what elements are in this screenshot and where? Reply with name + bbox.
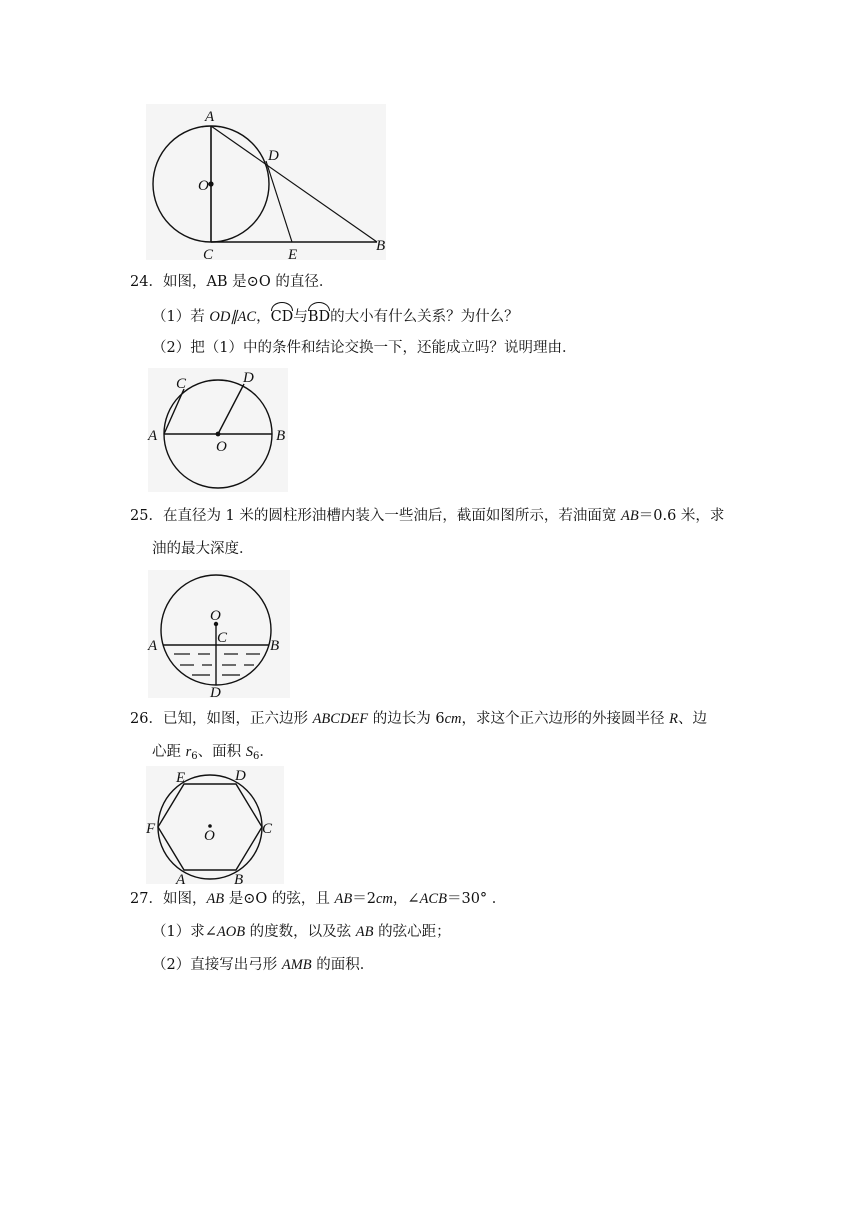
figure-q25: [140, 570, 300, 700]
figure-q24: [140, 364, 310, 494]
label-A: A: [148, 638, 158, 654]
label-D: D: [243, 370, 254, 386]
label-C: C: [217, 630, 228, 646]
label-O: O: [198, 178, 209, 194]
label-B: B: [234, 872, 244, 888]
label-B: B: [276, 428, 286, 444]
label-B: B: [270, 638, 280, 654]
label-C: C: [203, 247, 214, 263]
figure-q23: [140, 100, 400, 265]
q25-line1: 25．在直径为 1 米的圆柱形油槽内装入一些油后，截面如图所示，若油面宽 AB＝0.6 米，求: [130, 508, 725, 524]
q27-stem: 27．如图，AB 是⊙O 的弦，且 AB＝2cm，∠ACB＝30° ．: [130, 891, 507, 907]
q24-stem: 24．如图，AB 是⊙O 的直径．: [130, 274, 334, 290]
label-E: E: [288, 247, 298, 263]
label-D: D: [235, 768, 246, 784]
label-A: A: [148, 428, 158, 444]
arc-bd: BD: [308, 305, 330, 327]
q24-part1: （1）若 OD∥AC，CD与BD的大小有什么关系？为什么？: [152, 305, 519, 327]
q24-part2: （2）把（1）中的条件和结论交换一下，还能成立吗？说明理由．: [152, 340, 577, 356]
label-C: C: [262, 821, 273, 837]
q27-part1: （1）求∠AOB 的度数，以及弦 AB 的弦心距；: [152, 924, 451, 940]
label-A: A: [176, 872, 186, 888]
label-F: F: [146, 821, 156, 837]
label-E: E: [176, 770, 186, 786]
label-B: B: [376, 238, 386, 254]
q27-part2: （2）直接写出弓形 AMB 的面积．: [152, 957, 375, 973]
label-D: D: [210, 685, 221, 701]
label-O: O: [210, 608, 221, 624]
label-O: O: [216, 439, 227, 455]
q25-line2: 油的最大深度．: [152, 541, 254, 557]
q26-line2: 心距 $r_6$、面积 $S_6$．: [152, 744, 274, 762]
label-C: C: [176, 376, 187, 392]
figure-q26: [140, 764, 290, 886]
label-O: O: [204, 828, 215, 844]
label-A: A: [205, 109, 215, 125]
arc-cd: CD: [271, 305, 294, 327]
label-D: D: [268, 148, 279, 164]
q26-line1: 26．已知，如图，正六边形 ABCDEF 的边长为 6cm，求这个正六边形的外接圆半径 R、边: [130, 711, 707, 727]
